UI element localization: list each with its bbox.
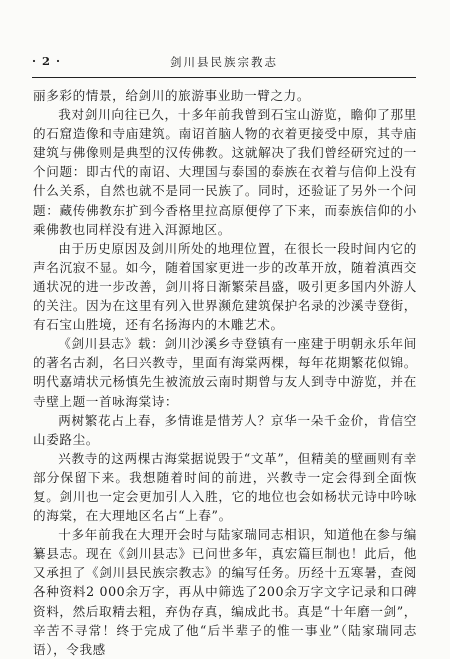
poem: 两树繁花占上春，多情谁是惜芳人？京华一朵千金价，肯信空山委路尘。 bbox=[33, 412, 417, 447]
paragraph: 丽多彩的情景，给剑川的旅游事业助一臂之力。 bbox=[33, 88, 311, 103]
header-rule bbox=[32, 77, 416, 78]
page-number: · 2 · bbox=[32, 54, 62, 68]
paragraph: 十多年前我在大理开会时与陆家瑞同志相识，知道他在参与编纂县志。现在《剑川县志》已问世多年，真宏篇巨制也！此后，他又承担了《剑川县民族宗教志》的编写任务。历经十五寒暑，查阅各种资料2 000余万字，再从中筛选了200余万字文字记录和口碑资料，然后取精去粗，弃伪存真，编成此书。真是“十年磨一剑”，辛苦不寻常！终于完成了他“后半辈子的惟一事业”（陆家瑞同志语），令我感 bbox=[33, 527, 417, 657]
paragraph: 由于历史原因及剑川所处的地理位置，在很长一段时间内它的声名沉寂不显。如今，随着国家更进一步的改革开放，随着滇西交通状况的进一步改善，剑川将日渐繁荣昌盛，吸引更多国内外游人的关注。因为在这里有列入世界濒危建筑保护名录的沙溪寺登街，有石宝山胜境，还有名扬海内的木雕艺术。 bbox=[33, 240, 417, 333]
paragraph: 《剑川县志》载：剑川沙溪乡寺登镇有一座建于明朝永乐年间的著名古刹，名曰兴教寺，里面有海棠两棵，每年花期繁花似锦。明代嘉靖状元杨慎先生被流放云南时期曾与友人到寺中游览，并在寺壁上题一首咏海棠诗： bbox=[33, 336, 417, 409]
page-header bbox=[32, 54, 416, 74]
running-title: 剑川县民族宗教志 bbox=[170, 55, 278, 69]
body-text bbox=[33, 86, 417, 659]
paragraph: 兴教寺的这两棵古海棠据说毁于“文革”，但精美的壁画则有幸部分保留下来。我想随着时间的前进，兴教寺一定会得到全面恢复。剑川也一定会更加引人入胜，它的地位也会如杨状元诗中吟咏的海棠，在大理地区名占“上春”。 bbox=[33, 450, 417, 524]
paragraph: 我对剑川向往已久，十多年前我曾到石宝山游览，瞻仰了那里的石窟造像和寺庙建筑。南诏首脑人物的衣着更接受中原，其寺庙建筑与佛像则是典型的汉传佛教。这就解决了我们曾经研究过的一个问题：即古代的南诏、大理国与泰国的泰族在衣着与信仰上没有什么关系，自然也就不是同一民族了。同时，还验证了另外一个问题：藏传佛教东扩到今香格里拉高原便停了下来，而泰族信仰的小乘佛教也同样没有进入洱源地区。 bbox=[33, 107, 417, 237]
